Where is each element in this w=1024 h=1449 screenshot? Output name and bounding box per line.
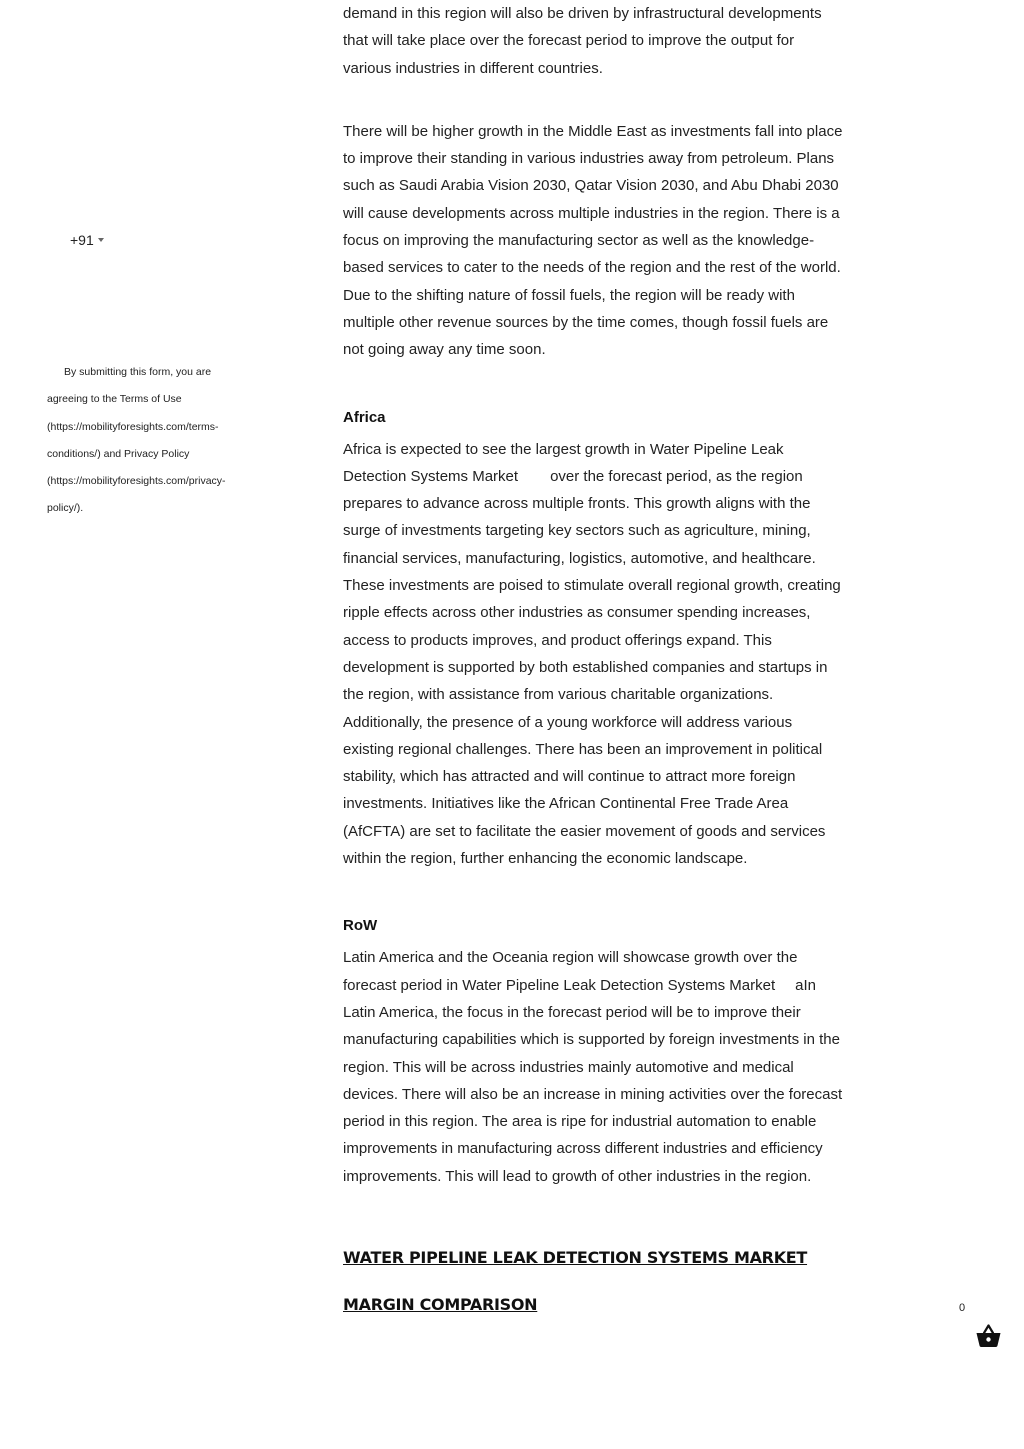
row-text-after: aIn Latin America, the focus in the forecast period will be to improve their manufacturing capabilities which is supported by foreign investments in the region. This will be across industries mainly automotive and medical devices. There will also be an increase in mining activities over the forecast period in this region. The area is ripe for industrial automation to enable improvements in manufacturing across different industries and efficiency improvements. This will lead to growth of other industries in the region.	[343, 976, 843, 1185]
phone-code-value: +91	[70, 232, 94, 248]
intro-paragraph: demand in this region will also be driven by infrastructural developments that will take place over the forecast period to improve the output for various industries in different countries.	[343, 5, 822, 77]
middle-east-paragraph: There will be higher growth in the Middle East as investments fall into place to improve their standing in various industries away from petroleum. Plans such as Saudi Arabia Vision 2030, Qatar Vision 2030, and Abu Dhabi 2030 will cause developments across multiple industries in the region. There is a focus on improving the manufacturing sector as well as the knowledge-based services to cater to the needs of the region and the rest of the world. Due to the shifting nature of fossil fuels, the region will be ready with multiple other revenue sources by the time comes, though fossil fuels are not going away any time soon.	[343, 122, 843, 359]
margin-comparison-heading: WATER PIPELINE LEAK DETECTION SYSTEMS MARKET MARGIN COMPARISON	[343, 1247, 808, 1314]
cart-count-badge: 0	[959, 1302, 966, 1314]
phone-code-select[interactable]	[70, 232, 104, 248]
africa-text-after: over the forecast period, as the region prepares to advance across multiple fronts. This growth aligns with the surge of investments targeting key sectors such as agriculture, mining, financial services, manufacturing, logistics, automotive, and healthcare. These investments are poised to stimulate overall regional growth, creating ripple effects across other industries as consumer spending increases, access to products improves, and product offerings expand. This development is supported by both established companies and startups in the region, with assistance from various charitable organizations. Additionally, the presence of a young workforce will address various existing regional challenges. There has been an improvement in political stability, which has attracted and will continue to attract more foreign investments. Initiatives like the African Continental Free Trade Area (AfCFTA) are set to facilitate the easier movement of goods and services within the region, further enhancing the economic landscape.	[343, 467, 841, 868]
africa-paragraph	[343, 436, 843, 873]
africa-text-before: Africa is expected to see the largest growth in Water Pipeline Leak Detection Systems Market	[343, 440, 784, 485]
chevron-down-icon	[98, 238, 104, 242]
row-text-before: Latin America and the Oceania region will showcase growth over the forecast period in Water Pipeline Leak Detection Systems Market	[343, 949, 798, 994]
row-heading: RoW	[343, 917, 378, 935]
basket-icon[interactable]	[975, 1323, 1002, 1348]
africa-heading: Africa	[343, 408, 386, 426]
article-content	[343, 0, 843, 1328]
row-paragraph	[343, 944, 843, 1190]
form-disclaimer: By submitting this form, you are agreeing to the Terms of Use (https://mobilityforesights.com/terms-conditions/) and Privacy Policy (https://mobilityforesights.com/privacy-policy/).	[47, 366, 226, 515]
